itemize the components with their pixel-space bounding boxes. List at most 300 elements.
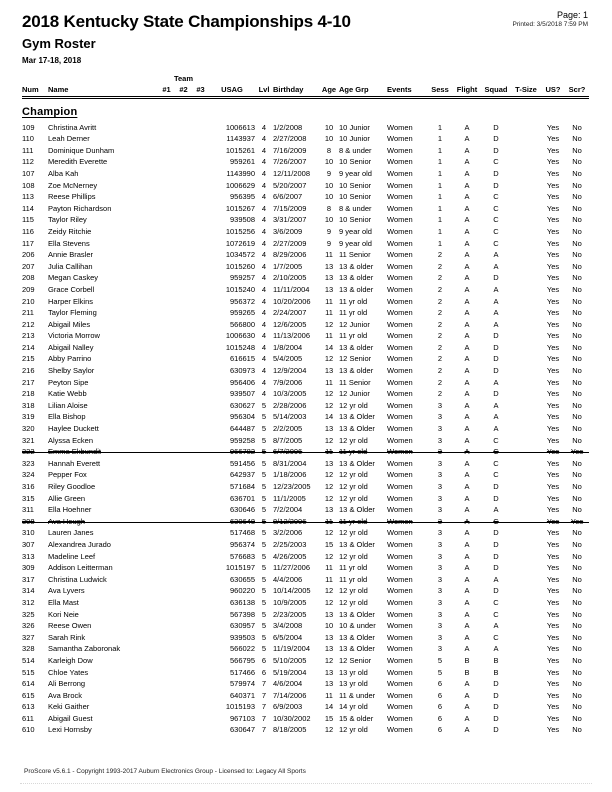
cell-name: Abigail Miles xyxy=(48,319,91,329)
cell-age: 11 xyxy=(325,563,333,573)
cell-scr: No xyxy=(572,215,582,225)
cell-usag: 939503 xyxy=(229,632,256,642)
cell-scr: No xyxy=(572,690,582,700)
cell-team2 xyxy=(175,609,192,621)
cell-birthday: 10/3/2005 xyxy=(273,389,307,399)
cell-events: Women xyxy=(387,366,413,376)
cell-lvl: 5 xyxy=(261,563,267,573)
cell-sess: 3 xyxy=(437,621,443,631)
cell-us: Yes xyxy=(546,482,560,491)
table-row xyxy=(22,296,589,308)
col-header-team1: #1 xyxy=(158,84,175,98)
cell-sess: 2 xyxy=(437,296,443,306)
cell-scr: No xyxy=(572,366,582,376)
cell-age: 13 xyxy=(324,632,334,642)
cell-age-grp: 13 & older xyxy=(339,366,374,376)
cell-usag: 1015240 xyxy=(225,284,256,294)
cell-team2 xyxy=(175,469,192,481)
cell-name: Madeline Leef xyxy=(48,551,96,561)
cell-num: 112 xyxy=(22,157,34,167)
cell-flight: A xyxy=(464,331,470,341)
table-row xyxy=(22,168,589,180)
cell-birthday: 1/8/2004 xyxy=(273,342,303,352)
cell-team3 xyxy=(192,319,209,331)
cell-squad: C xyxy=(493,203,499,213)
table-row xyxy=(22,330,589,342)
cell-flight: A xyxy=(464,354,470,364)
cell-sess: 1 xyxy=(437,226,443,236)
cell-sess: 1 xyxy=(437,180,443,190)
cell-age-grp: 13 yr old xyxy=(339,667,368,677)
cell-usag: 517466 xyxy=(229,667,256,677)
cell-num: 307 xyxy=(22,539,35,549)
cell-lvl: 4 xyxy=(261,192,267,202)
cell-squad: D xyxy=(493,145,499,155)
cell-usag: 956374 xyxy=(229,539,256,549)
cell-events: Women xyxy=(387,377,413,387)
cell-lvl: 4 xyxy=(261,273,267,283)
cell-team2 xyxy=(175,296,192,308)
cell-num: 218 xyxy=(22,389,35,399)
cell-events: Women xyxy=(387,435,413,445)
cell-us: Yes xyxy=(546,632,560,642)
cell-sess: 1 xyxy=(437,168,443,178)
cell-birthday: 10/30/2002 xyxy=(273,713,311,723)
cell-age-grp: 13 yr old xyxy=(339,679,368,689)
cell-team2 xyxy=(175,701,192,713)
cell-usag: 956304 xyxy=(229,412,256,422)
cell-age: 12 xyxy=(324,493,334,503)
cell-team2 xyxy=(175,249,192,261)
cell-birthday: 7/14/2006 xyxy=(273,690,307,700)
cell-team1 xyxy=(158,180,175,192)
cell-team1 xyxy=(158,597,175,609)
cell-team2 xyxy=(175,168,192,180)
cell-usag: 959265 xyxy=(229,308,256,318)
cell-age: 10 xyxy=(324,157,334,167)
cell-age: 13 xyxy=(324,505,334,515)
cell-age-grp: 9 year old xyxy=(339,226,372,236)
cell-name: Dominique Dunham xyxy=(48,145,115,155)
cell-age-grp: 9 year old xyxy=(339,168,372,178)
cell-team3 xyxy=(192,191,209,203)
cell-t-size xyxy=(511,168,541,180)
cell-squad: A xyxy=(493,308,499,318)
cell-sess: 3 xyxy=(437,458,443,468)
cell-scr: Yes xyxy=(570,516,584,526)
cell-team3 xyxy=(192,377,209,389)
cell-team2 xyxy=(175,400,192,412)
cell-squad: D xyxy=(493,180,499,190)
cell-usag: 956372 xyxy=(229,296,256,306)
cell-scr: No xyxy=(572,632,582,642)
cell-flight: A xyxy=(464,168,470,178)
cell-name: Ella Mast xyxy=(48,597,79,607)
cell-t-size xyxy=(511,469,541,481)
cell-flight: A xyxy=(464,551,470,561)
cell-age: 15 xyxy=(324,539,334,549)
cell-team3 xyxy=(192,620,209,632)
cell-events: Women xyxy=(387,447,413,457)
cell-flight: A xyxy=(464,482,470,491)
cell-num: 113 xyxy=(22,192,34,202)
cell-events: Women xyxy=(387,667,413,677)
cell-scr: No xyxy=(572,667,582,677)
cell-squad: C xyxy=(493,215,499,225)
cell-lvl: 4 xyxy=(261,238,267,248)
cell-events: Women xyxy=(387,516,413,526)
cell-team2 xyxy=(175,145,192,157)
cell-flight: A xyxy=(464,644,470,654)
cell-lvl: 4 xyxy=(261,145,267,155)
cell-team1 xyxy=(158,678,175,690)
cell-scr: No xyxy=(572,122,582,132)
cell-sess: 1 xyxy=(437,215,443,225)
cell-flight: A xyxy=(464,609,470,619)
cell-age: 12 xyxy=(324,389,334,399)
cell-squad: C xyxy=(493,516,499,526)
cell-lvl: 5 xyxy=(261,424,267,434)
cell-team3 xyxy=(192,643,209,655)
cell-team2 xyxy=(175,342,192,354)
cell-sess: 3 xyxy=(437,424,443,434)
cell-birthday: 8/29/2006 xyxy=(273,250,307,260)
cell-age: 12 xyxy=(324,655,334,665)
cell-lvl: 6 xyxy=(261,667,267,677)
cell-us: Yes xyxy=(546,586,560,596)
cell-team1 xyxy=(158,353,175,365)
cell-scr: No xyxy=(572,319,582,329)
cell-team2 xyxy=(175,203,192,215)
cell-scr: No xyxy=(572,273,582,283)
cell-usag: 591456 xyxy=(229,458,256,468)
cell-usag: 967103 xyxy=(229,713,256,723)
cell-lvl: 4 xyxy=(261,319,267,329)
cell-flight: A xyxy=(464,180,470,190)
cell-name: Meredith Everette xyxy=(48,157,108,167)
cell-team1 xyxy=(158,423,175,435)
col-header-team2: #2 xyxy=(175,84,192,98)
cell-events: Women xyxy=(387,621,413,631)
cell-us: Yes xyxy=(546,366,560,376)
footer-credit: ProScore v5.6.1 - Copyright 1993-2017 Auburn Electronics Group - Licensed to: Legacy All Sports xyxy=(24,768,306,775)
cell-squad: D xyxy=(493,679,499,689)
cell-lvl: 5 xyxy=(261,574,267,584)
cell-age: 13 xyxy=(324,273,334,283)
cell-team3 xyxy=(192,249,209,261)
cell-t-size xyxy=(511,411,541,423)
cell-usag: 960220 xyxy=(229,586,256,596)
cell-team1 xyxy=(158,713,175,725)
cell-birthday: 3/6/2009 xyxy=(273,226,303,236)
header-spacer xyxy=(22,74,158,84)
table-row xyxy=(22,574,589,586)
cell-team2 xyxy=(175,527,192,539)
cell-events: Women xyxy=(387,273,413,283)
cell-t-size xyxy=(511,667,541,679)
cell-sess: 2 xyxy=(437,389,443,399)
cell-scr: No xyxy=(572,412,582,422)
cell-lvl: 4 xyxy=(261,250,267,260)
cell-age-grp: 13 & Older xyxy=(339,539,375,549)
cell-t-size xyxy=(511,122,541,134)
cell-age-grp: 13 & Older xyxy=(339,424,375,434)
cell-squad: A xyxy=(493,505,499,515)
cell-squad: A xyxy=(493,621,499,631)
table-row xyxy=(22,122,589,134)
cell-us: Yes xyxy=(546,725,560,735)
cell-flight: A xyxy=(464,192,470,202)
cell-t-size xyxy=(511,713,541,725)
cell-team1 xyxy=(158,296,175,308)
cell-team3 xyxy=(192,145,209,157)
cell-usag: 644487 xyxy=(229,424,256,434)
cell-t-size xyxy=(511,249,541,261)
cell-team3 xyxy=(192,330,209,342)
cell-t-size xyxy=(511,493,541,505)
cell-name: Sarah Rink xyxy=(48,632,86,642)
cell-team1 xyxy=(158,388,175,400)
cell-t-size xyxy=(511,272,541,284)
cell-lvl: 5 xyxy=(261,493,267,503)
cell-age: 11 xyxy=(325,250,333,260)
cell-team2 xyxy=(175,122,192,134)
table-row xyxy=(22,411,589,423)
cell-team3 xyxy=(192,632,209,644)
cell-scr: No xyxy=(572,331,582,341)
cell-lvl: 5 xyxy=(261,412,267,422)
cell-scr: No xyxy=(572,621,582,631)
cell-age: 11 xyxy=(325,308,333,318)
cell-us: Yes xyxy=(546,342,560,352)
cell-events: Women xyxy=(387,644,413,654)
cell-scr: No xyxy=(572,586,582,596)
cell-age: 12 xyxy=(324,482,334,491)
cell-team1 xyxy=(158,400,175,412)
cell-team1 xyxy=(158,319,175,331)
cell-sess: 2 xyxy=(437,308,443,318)
cell-t-size xyxy=(511,620,541,632)
cell-team1 xyxy=(158,516,175,528)
cell-birthday: 8/18/2005 xyxy=(273,725,307,735)
cell-num: 216 xyxy=(22,366,35,376)
cell-lvl: 7 xyxy=(261,725,267,735)
cell-name: Katie Webb xyxy=(48,389,87,399)
cell-t-size xyxy=(511,307,541,319)
cell-events: Women xyxy=(387,203,413,213)
cell-birthday: 2/23/2005 xyxy=(273,609,307,619)
cell-events: Women xyxy=(387,574,413,584)
cell-us: Yes xyxy=(546,505,560,515)
cell-age-grp: 12 yr old xyxy=(339,470,368,480)
cell-flight: A xyxy=(464,377,470,387)
cell-events: Women xyxy=(387,702,413,712)
cell-events: Women xyxy=(387,238,413,248)
cell-age: 13 xyxy=(324,424,334,434)
cell-events: Women xyxy=(387,470,413,480)
cell-age-grp: 12 yr old xyxy=(339,551,368,561)
cell-team3 xyxy=(192,400,209,412)
cell-age-grp: 10 Senior xyxy=(339,180,372,190)
cell-team1 xyxy=(158,585,175,597)
cell-sess: 3 xyxy=(437,528,443,538)
cell-t-size xyxy=(511,678,541,690)
cell-age-grp: 12 Junior xyxy=(339,319,370,329)
cell-sess: 3 xyxy=(437,482,443,491)
cell-team2 xyxy=(175,319,192,331)
cell-squad: C xyxy=(493,447,499,457)
cell-flight: A xyxy=(464,621,470,631)
report-subtitle: Gym Roster xyxy=(22,36,96,51)
cell-team2 xyxy=(175,272,192,284)
cell-num: 615 xyxy=(22,690,35,700)
cell-scr: No xyxy=(572,342,582,352)
cell-squad: B xyxy=(493,667,499,677)
cell-squad: C xyxy=(493,192,499,202)
cell-t-size xyxy=(511,423,541,435)
cell-team2 xyxy=(175,562,192,574)
cell-flight: A xyxy=(464,122,470,132)
table-row xyxy=(22,562,589,574)
cell-age-grp: 12 yr old xyxy=(339,482,368,491)
cell-num: 321 xyxy=(22,435,35,445)
cell-name: Kori Neie xyxy=(48,609,79,619)
cell-num: 116 xyxy=(22,226,34,236)
cell-usag: 939507 xyxy=(229,389,256,399)
cell-squad: D xyxy=(493,586,499,596)
cell-team1 xyxy=(158,643,175,655)
cell-flight: A xyxy=(464,157,470,167)
cell-us: Yes xyxy=(546,134,560,144)
cell-sess: 1 xyxy=(437,145,443,155)
cell-usag: 571684 xyxy=(229,482,256,491)
cell-sess: 2 xyxy=(437,342,443,352)
cell-team1 xyxy=(158,562,175,574)
cell-squad: D xyxy=(493,134,499,144)
table-row xyxy=(22,226,589,238)
cell-usag: 1015197 xyxy=(225,563,256,573)
cell-num: 207 xyxy=(22,261,35,271)
cell-scr: No xyxy=(572,424,582,434)
cell-flight: A xyxy=(464,539,470,549)
cell-squad: A xyxy=(493,400,499,410)
cell-team3 xyxy=(192,481,209,493)
cell-us: Yes xyxy=(546,551,560,561)
cell-t-size xyxy=(511,597,541,609)
cell-name: Chloe Yates xyxy=(48,667,89,677)
cell-birthday: 8/31/2004 xyxy=(273,458,307,468)
cell-birthday: 12/6/2005 xyxy=(273,319,307,329)
cell-usag: 1015267 xyxy=(225,203,256,213)
cell-birthday: 6/7/2006 xyxy=(273,447,303,457)
cell-usag: 1015256 xyxy=(225,226,256,236)
cell-age-grp: 14 yr old xyxy=(339,702,368,712)
cell-team1 xyxy=(158,469,175,481)
table-row xyxy=(22,284,589,296)
cell-age-grp: 12 Senior xyxy=(339,354,372,364)
cell-team3 xyxy=(192,678,209,690)
cell-num: 319 xyxy=(22,412,35,422)
cell-age-grp: 10 Senior xyxy=(339,215,372,225)
cell-team1 xyxy=(158,249,175,261)
cell-scr: No xyxy=(572,470,582,480)
cell-events: Women xyxy=(387,597,413,607)
cell-age: 12 xyxy=(324,551,334,561)
cell-us: Yes xyxy=(546,435,560,445)
col-header-team3: #3 xyxy=(192,84,209,98)
table-row xyxy=(22,632,589,644)
cell-flight: A xyxy=(464,447,470,457)
cell-team3 xyxy=(192,609,209,621)
cell-flight: A xyxy=(464,493,470,503)
cell-age-grp: 10 Senior xyxy=(339,157,372,167)
cell-birthday: 12/11/2008 xyxy=(273,168,310,178)
cell-age: 12 xyxy=(324,354,334,364)
cell-lvl: 6 xyxy=(261,655,267,665)
cell-age-grp: 13 & older xyxy=(339,273,374,283)
cell-events: Women xyxy=(387,319,413,329)
cell-team3 xyxy=(192,180,209,192)
cell-num: 610 xyxy=(22,725,35,735)
cell-events: Women xyxy=(387,296,413,306)
col-header-squad: Squad xyxy=(481,84,511,98)
roster-table-body xyxy=(22,98,589,737)
cell-name: Harper Elkins xyxy=(48,296,94,306)
cell-events: Women xyxy=(387,586,413,596)
cell-flight: A xyxy=(464,296,470,306)
cell-lvl: 4 xyxy=(261,122,267,132)
cell-age-grp: 12 yr old xyxy=(339,597,368,607)
cell-sess: 1 xyxy=(437,192,443,202)
cell-lvl: 5 xyxy=(261,447,267,457)
cell-age: 11 xyxy=(325,447,333,457)
cell-birthday: 10/20/2006 xyxy=(273,296,311,306)
cell-team3 xyxy=(192,261,209,273)
cell-team1 xyxy=(158,168,175,180)
cell-team3 xyxy=(192,562,209,574)
cell-num: 110 xyxy=(22,134,34,144)
cell-age: 10 xyxy=(324,215,334,225)
cell-team3 xyxy=(192,597,209,609)
cell-team2 xyxy=(175,481,192,493)
cell-us: Yes xyxy=(546,644,560,654)
cell-lvl: 4 xyxy=(261,377,267,387)
cell-name: Christina Ludwick xyxy=(48,574,107,584)
cell-lvl: 4 xyxy=(261,366,267,376)
table-row xyxy=(22,446,589,458)
cell-us: Yes xyxy=(546,563,560,573)
cell-us: Yes xyxy=(546,690,560,700)
cell-team2 xyxy=(175,353,192,365)
cell-squad: D xyxy=(493,528,499,538)
cell-name: Megan Caskey xyxy=(48,273,99,283)
cell-lvl: 4 xyxy=(261,203,267,213)
cell-squad: C xyxy=(493,597,499,607)
cell-birthday: 8/7/2005 xyxy=(273,435,303,445)
cell-events: Women xyxy=(387,122,413,132)
cell-t-size xyxy=(511,643,541,655)
cell-age: 12 xyxy=(324,400,334,410)
table-row xyxy=(22,377,589,389)
cell-lvl: 5 xyxy=(261,586,267,596)
cell-sess: 6 xyxy=(437,713,443,723)
cell-team3 xyxy=(192,203,209,215)
cell-lvl: 4 xyxy=(261,331,267,341)
printed-timestamp: Printed: 3/5/2018 7:59 PM xyxy=(512,21,588,28)
cell-squad: D xyxy=(493,493,499,503)
cell-t-size xyxy=(511,342,541,354)
cell-age-grp: 8 & under xyxy=(339,145,372,155)
